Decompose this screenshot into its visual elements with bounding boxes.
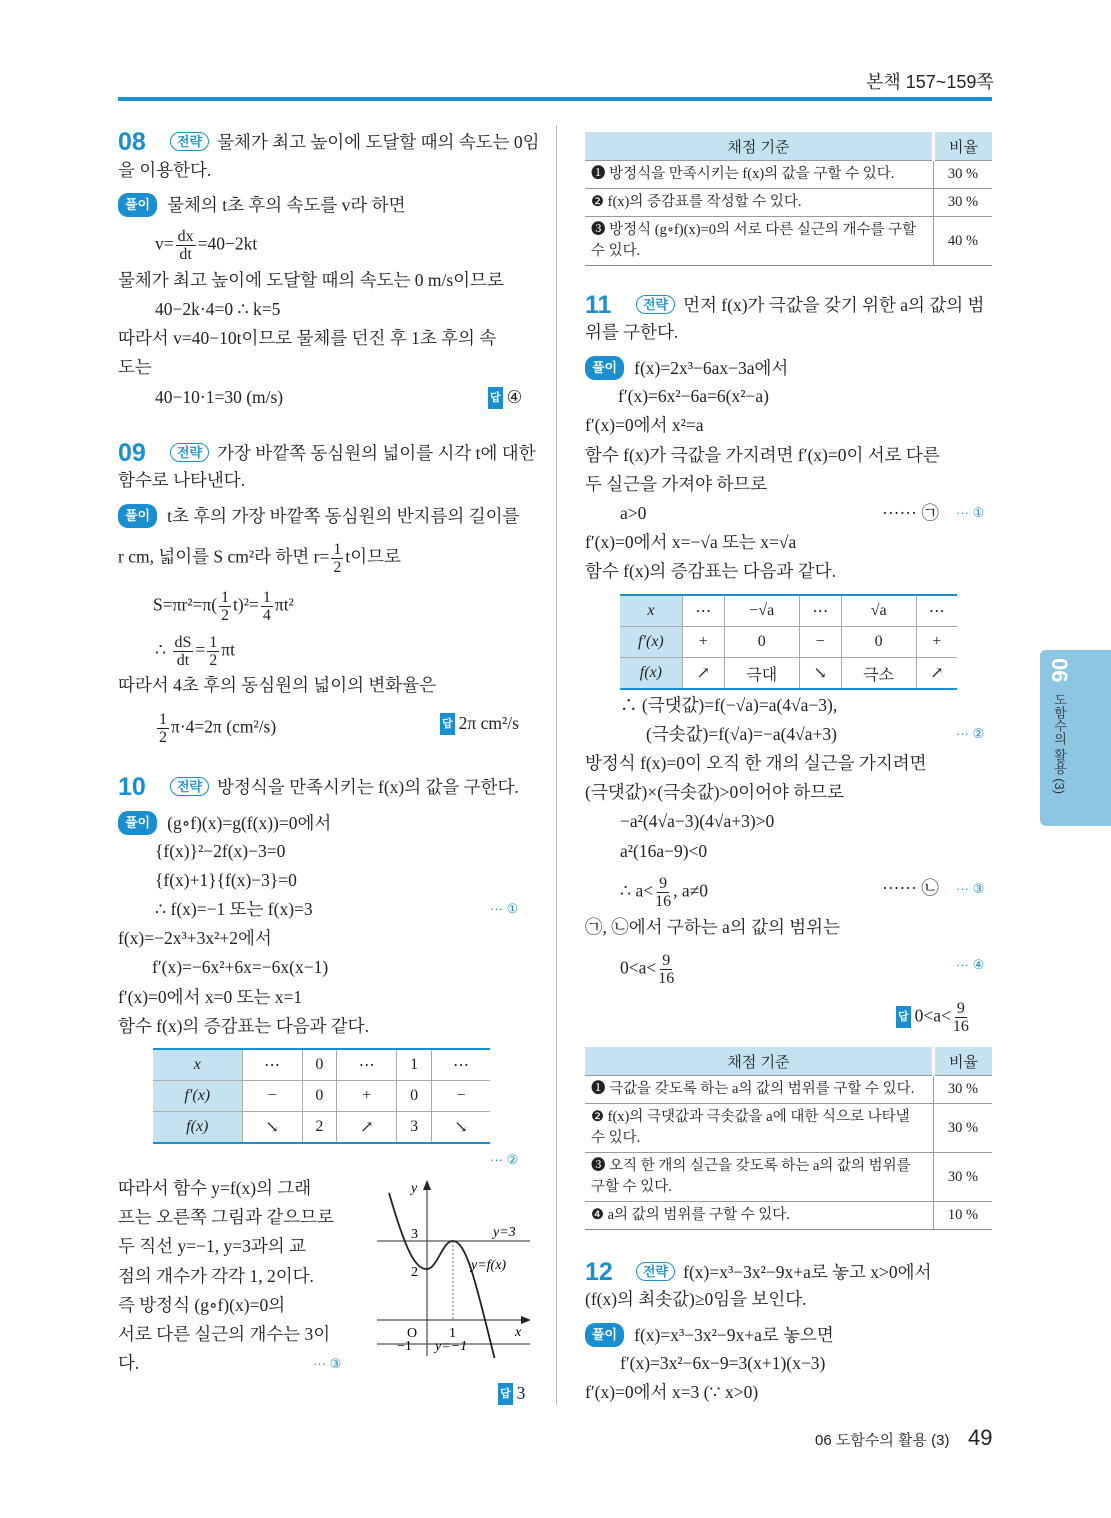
table-cell: 극대 bbox=[724, 658, 799, 690]
strategy-badge: 전략 bbox=[636, 1262, 675, 1281]
equation: {f(x)+1}{f(x)−3}=0 bbox=[155, 870, 297, 890]
equation: −a²(4√a−3)(4√a+3)>0 bbox=[620, 811, 775, 831]
text-line: 도는 bbox=[118, 357, 152, 377]
x-axis-arrow bbox=[521, 1316, 531, 1324]
fraction bbox=[658, 952, 674, 987]
line-label-ym1: y=−1 bbox=[435, 1339, 468, 1354]
denominator: 2 bbox=[333, 559, 342, 576]
equation bbox=[153, 589, 294, 624]
strategy-line bbox=[170, 776, 519, 798]
table-cell: 0 bbox=[302, 1081, 337, 1112]
table-cell: 0 bbox=[724, 627, 799, 658]
text-line: 서로 다른 실근의 개수는 3이 bbox=[118, 1324, 331, 1344]
strategy-text: 을 이용한다. bbox=[118, 160, 212, 180]
condition-label-2: ······ ㉡ bbox=[882, 878, 939, 898]
function-graph bbox=[375, 1178, 535, 1358]
row-header: x bbox=[153, 1049, 242, 1081]
solution-badge: 풀이 bbox=[585, 1323, 624, 1347]
eq-part: ∴ a< bbox=[620, 880, 654, 901]
denominator: 16 bbox=[658, 970, 675, 987]
table-row bbox=[153, 1081, 490, 1112]
fraction bbox=[173, 634, 194, 669]
strategy-badge: 전략 bbox=[170, 132, 209, 151]
table-cell: ↘ bbox=[799, 658, 841, 690]
fraction bbox=[219, 589, 231, 624]
criteria-header: 채점 기준 bbox=[585, 132, 934, 161]
ratio-cell: 30 % bbox=[934, 1153, 993, 1202]
row-header: f′(x) bbox=[620, 627, 682, 658]
criteria-cell: ❷ f(x)의 극댓값과 극솟값을 a에 대한 식으로 나타낼 수 있다. bbox=[585, 1104, 934, 1153]
answer bbox=[498, 1382, 525, 1405]
answer bbox=[440, 712, 519, 735]
solution-line bbox=[585, 1323, 834, 1347]
tick-label-3: 3 bbox=[411, 1227, 418, 1242]
problem-number: 11 bbox=[585, 291, 612, 319]
strategy-line bbox=[170, 442, 536, 464]
solution-badge: 풀이 bbox=[118, 193, 157, 217]
table-cell: √a bbox=[841, 595, 916, 627]
text-line: 점의 개수가 각각 1, 2이다. bbox=[118, 1265, 314, 1286]
numerator: 9 bbox=[662, 952, 671, 969]
problem-number: 09 bbox=[118, 439, 146, 467]
table-cell: − bbox=[242, 1081, 302, 1112]
fraction bbox=[176, 228, 196, 263]
score-marker-3: ··· ③ bbox=[956, 881, 985, 896]
denominator: 16 bbox=[655, 893, 672, 910]
equation: f′(x)=0에서 x=−√a 또는 x=√a bbox=[585, 532, 797, 552]
x-axis-label: x bbox=[515, 1325, 522, 1340]
table-cell: ↘ bbox=[242, 1112, 302, 1144]
score-marker-3: ··· ③ bbox=[313, 1356, 342, 1371]
denominator: 4 bbox=[262, 607, 271, 624]
row-header: x bbox=[620, 595, 682, 627]
chapter-side-tab[interactable] bbox=[1040, 650, 1111, 826]
table-row bbox=[620, 627, 957, 658]
score-marker-4: ··· ④ bbox=[956, 957, 985, 972]
solution-text: f(x)=2x³−6ax−3a에서 bbox=[634, 358, 789, 378]
answer-badge: 답 bbox=[488, 387, 503, 409]
strategy-badge: 전략 bbox=[636, 295, 675, 314]
text-line: 두 실근을 가져야 하므로 bbox=[585, 474, 768, 494]
equation bbox=[620, 952, 676, 987]
row-header: f(x) bbox=[620, 658, 682, 690]
table-cell: 0 bbox=[302, 1049, 337, 1081]
equation: f(x)=−2x³+3x²+2에서 bbox=[118, 928, 272, 948]
eq-part: π·4=2π (cm²/s) bbox=[171, 716, 277, 737]
text-line: 따라서 4초 후의 동심원의 넓이의 변화율은 bbox=[118, 675, 437, 695]
text-line bbox=[118, 541, 401, 576]
text-line: 두 직선 y=−1, y=3과의 교 bbox=[118, 1236, 306, 1257]
ratio-cell: 30 % bbox=[934, 189, 993, 217]
fraction bbox=[207, 634, 219, 669]
row-header: f(x) bbox=[153, 1112, 242, 1144]
answer-badge: 답 bbox=[440, 713, 455, 735]
ratio-header: 비율 bbox=[934, 132, 993, 161]
equation bbox=[620, 875, 708, 910]
criteria-cell: ❸ 오직 한 개의 실근을 갖도록 하는 a의 값의 범위를 구할 수 있다. bbox=[585, 1153, 934, 1202]
numerator: dx bbox=[177, 228, 194, 245]
criteria-cell: ❸ 방정식 (g∘f)(x)=0의 서로 다른 실근의 개수를 구할 수 있다. bbox=[585, 217, 934, 266]
condition-label-1: ······ ㉠ bbox=[882, 503, 939, 523]
solution-badge: 풀이 bbox=[118, 811, 157, 835]
header-row bbox=[585, 1047, 992, 1076]
answer-value: 3 bbox=[516, 1383, 526, 1403]
eq-part: πt bbox=[221, 639, 235, 660]
ratio-cell: 40 % bbox=[934, 217, 993, 266]
equation: (극솟값)=f(√a)=−a(4√a+3) bbox=[646, 724, 837, 744]
ratio-cell: 30 % bbox=[934, 161, 993, 189]
table-row bbox=[620, 595, 957, 627]
answer-value: 2π cm²/s bbox=[458, 713, 519, 733]
table-cell: 0 bbox=[397, 1081, 432, 1112]
ratio-cell: 30 % bbox=[934, 1104, 993, 1153]
text-line: 따라서 v=40−10t이므로 물체를 던진 후 1초 후의 속 bbox=[118, 328, 497, 348]
solution-text: (g∘f)(x)=g(f(x))=0에서 bbox=[167, 813, 332, 833]
problem-number: 10 bbox=[118, 773, 146, 801]
eq-part: v= bbox=[155, 233, 174, 254]
header-rule bbox=[118, 97, 992, 101]
chapter-title: 도함수의 활용 (3) bbox=[1052, 692, 1067, 795]
text-line: 따라서 함수 y=f(x)의 그래 bbox=[118, 1178, 312, 1198]
fraction bbox=[953, 1000, 969, 1035]
table-row bbox=[585, 1076, 992, 1104]
answer bbox=[896, 1000, 971, 1035]
table-cell: ⋯ bbox=[799, 595, 841, 627]
table-cell: ⋯ bbox=[432, 1049, 490, 1081]
equation: f′(x)=0에서 x=0 또는 x=1 bbox=[118, 987, 303, 1007]
row-header: f′(x) bbox=[153, 1081, 242, 1112]
equation: a>0 bbox=[620, 503, 647, 523]
denominator: 2 bbox=[209, 652, 218, 669]
denominator: 16 bbox=[952, 1018, 969, 1035]
scoring-table-11 bbox=[585, 1047, 992, 1230]
equation: a²(16a−9)<0 bbox=[620, 841, 708, 861]
tick-label-2: 2 bbox=[411, 1265, 418, 1280]
fraction bbox=[157, 711, 169, 746]
numerator: 9 bbox=[956, 1000, 965, 1017]
text-line: 물체가 최고 높이에 도달할 때의 속도는 0 m/s이므로 bbox=[118, 270, 504, 290]
y-axis-arrow bbox=[423, 1180, 431, 1190]
fraction bbox=[655, 875, 671, 910]
table-cell: 0 bbox=[841, 627, 916, 658]
criteria-cell: ❶ 방정식을 만족시키는 f(x)의 값을 구할 수 있다. bbox=[585, 161, 934, 189]
denominator: dt bbox=[176, 652, 190, 669]
score-marker-2: ··· ② bbox=[490, 1152, 519, 1167]
equation: f′(x)=6x²−6a=6(x²−a) bbox=[618, 386, 769, 406]
page-reference: 본책 157~159쪽 bbox=[866, 72, 994, 92]
page-number: 49 bbox=[968, 1425, 993, 1450]
solution-text: f(x)=x³−3x²−9x+a로 놓으면 bbox=[634, 1325, 834, 1345]
equation bbox=[155, 228, 257, 263]
table-row bbox=[585, 1153, 992, 1202]
text-line: 함수 f(x)의 증감표는 다음과 같다. bbox=[585, 561, 836, 581]
table-row bbox=[153, 1112, 490, 1144]
denominator: dt bbox=[179, 246, 192, 263]
table-cell: ⋯ bbox=[682, 595, 724, 627]
criteria-cell: ❹ a의 값의 범위를 구할 수 있다. bbox=[585, 1202, 934, 1230]
table-row bbox=[585, 189, 992, 217]
equation bbox=[155, 634, 235, 669]
eq-part: πt² bbox=[274, 594, 294, 615]
chapter-number: 06 bbox=[1047, 658, 1072, 683]
footer-chapter: 06 도함수의 활용 (3) bbox=[815, 1432, 950, 1449]
equation: ∴ f(x)=−1 또는 f(x)=3 bbox=[155, 899, 313, 919]
equation: f′(x)=0에서 x=3 (∵ x>0) bbox=[585, 1382, 759, 1402]
ratio-cell: 30 % bbox=[934, 1076, 993, 1104]
text-line: 즉 방정식 (g∘f)(x)=0의 bbox=[118, 1294, 286, 1315]
strategy-badge: 전략 bbox=[170, 443, 209, 462]
column-divider bbox=[556, 125, 557, 1405]
ratio-cell: 10 % bbox=[934, 1202, 993, 1230]
numerator: 1 bbox=[262, 589, 271, 606]
eq-part: 0<a< bbox=[620, 957, 657, 978]
criteria-cell: ❶ 극값을 갖도록 하는 a의 값의 범위를 구할 수 있다. bbox=[585, 1076, 934, 1104]
tick-label-1: 1 bbox=[449, 1326, 456, 1341]
ratio-header: 비율 bbox=[934, 1047, 993, 1076]
increase-decrease-table bbox=[153, 1048, 490, 1144]
answer bbox=[488, 386, 522, 409]
strategy-line bbox=[170, 131, 540, 153]
text-line: 함수 f(x)의 증감표는 다음과 같다. bbox=[118, 1016, 369, 1036]
equation: 40−2k·4=0 ∴ k=5 bbox=[155, 299, 281, 319]
solution-line bbox=[118, 504, 519, 528]
text-line: 프는 오른쪽 그림과 같으므로 bbox=[118, 1207, 334, 1228]
table-cell: ↗ bbox=[916, 658, 957, 690]
numerator: 1 bbox=[333, 541, 342, 558]
table-cell: + bbox=[337, 1081, 397, 1112]
table-row bbox=[585, 161, 992, 189]
score-marker-2: ··· ② bbox=[956, 726, 985, 741]
table-cell: 1 bbox=[397, 1049, 432, 1081]
text: t이므로 bbox=[345, 546, 401, 567]
table-cell: + bbox=[682, 627, 724, 658]
equation: f′(x)=0에서 x²=a bbox=[585, 415, 704, 435]
equation: 40−10·1=30 (m/s) bbox=[155, 387, 284, 407]
strategy-text: 방정식을 만족시키는 f(x)의 값을 구한다. bbox=[217, 777, 519, 797]
table-cell: 극소 bbox=[841, 658, 916, 690]
numerator: 9 bbox=[659, 875, 668, 892]
strategy-text: 먼저 f(x)가 극값을 갖기 위한 a의 값의 범 bbox=[683, 295, 985, 315]
solution-line bbox=[118, 193, 405, 217]
header-row bbox=[585, 132, 992, 161]
text: r cm, 넓이를 S cm²라 하면 r= bbox=[118, 546, 330, 567]
strategy-text: (f(x)의 최솟값)≥0임을 보인다. bbox=[585, 1289, 807, 1309]
fraction bbox=[331, 541, 343, 576]
scoring-table-10 bbox=[585, 132, 992, 266]
equation bbox=[155, 711, 276, 746]
strategy-text: 물체가 최고 높이에 도달할 때의 속도는 0임 bbox=[217, 132, 540, 152]
curve-label: y=f(x) bbox=[471, 1258, 507, 1273]
strategy-text: 함수로 나타낸다. bbox=[118, 470, 246, 490]
text-line: (극댓값)×(극솟값)>0이어야 하므로 bbox=[585, 782, 845, 802]
tick-label-minus1: −1 bbox=[397, 1339, 412, 1354]
equation: f′(x)=−6x²+6x=−6x(x−1) bbox=[152, 957, 329, 977]
table-cell: ⋯ bbox=[916, 595, 957, 627]
solution-text: 물체의 t초 후의 속도를 v라 하면 bbox=[167, 195, 406, 215]
solution-text: t초 후의 가장 바깥쪽 동심원의 반지름의 길이를 bbox=[167, 506, 520, 526]
strategy-text: 가장 바깥쪽 동심원의 넓이를 시각 t에 대한 bbox=[217, 443, 536, 463]
eq-part: ∴ bbox=[155, 639, 171, 660]
text-line: 방정식 f(x)=0이 오직 한 개의 실근을 가지려면 bbox=[585, 753, 927, 773]
numerator: 1 bbox=[221, 589, 230, 606]
table-row bbox=[585, 217, 992, 266]
solution-badge: 풀이 bbox=[118, 504, 157, 528]
problem-number: 08 bbox=[118, 128, 146, 156]
origin-label: O bbox=[407, 1326, 418, 1341]
table-cell: + bbox=[916, 627, 957, 658]
eq-part: t)²= bbox=[233, 594, 259, 615]
table-row bbox=[620, 658, 957, 690]
eq-part: =40−2kt bbox=[197, 233, 258, 254]
table-cell: ↗ bbox=[682, 658, 724, 690]
numerator: dS bbox=[174, 634, 192, 651]
numerator: 1 bbox=[209, 634, 218, 651]
table-cell: − bbox=[799, 627, 841, 658]
denominator: 2 bbox=[221, 607, 230, 624]
strategy-badge: 전략 bbox=[170, 777, 209, 796]
line-label-y3: y=3 bbox=[493, 1225, 516, 1240]
answer-badge: 답 bbox=[896, 1006, 911, 1028]
strategy-text: f(x)=x³−3x²−9x+a로 놓고 x>0에서 bbox=[683, 1262, 932, 1282]
eq-part: , a≠0 bbox=[673, 880, 709, 901]
table-row bbox=[585, 1104, 992, 1153]
strategy-text: 위를 구한다. bbox=[585, 322, 679, 342]
strategy-line bbox=[636, 1261, 932, 1283]
table-cell: ↘ bbox=[432, 1112, 490, 1144]
criteria-header: 채점 기준 bbox=[585, 1047, 934, 1076]
strategy-line bbox=[636, 294, 984, 316]
solution-line bbox=[585, 356, 788, 380]
eq-part: = bbox=[195, 639, 206, 660]
text-line: 다. bbox=[118, 1353, 140, 1374]
table-cell: ⋯ bbox=[337, 1049, 397, 1081]
text-line: 함수 f(x)가 극값을 가지려면 f′(x)=0이 서로 다른 bbox=[585, 445, 940, 465]
equation: ∴ (극댓값)=f(−√a)=a(4√a−3), bbox=[620, 695, 838, 715]
answer-value: ④ bbox=[506, 387, 523, 407]
problem-number: 12 bbox=[585, 1258, 613, 1286]
increase-decrease-table bbox=[620, 594, 957, 690]
solution-badge: 풀이 bbox=[585, 356, 624, 380]
table-cell: 2 bbox=[302, 1112, 337, 1144]
denominator: 2 bbox=[159, 729, 167, 746]
answer-badge: 답 bbox=[498, 1383, 513, 1405]
score-marker-1: ··· ① bbox=[956, 505, 985, 520]
score-marker-1: ··· ① bbox=[490, 901, 519, 916]
y-axis-label: y bbox=[411, 1181, 418, 1196]
eq-part: S=πr²=π( bbox=[153, 594, 218, 615]
fraction bbox=[261, 589, 273, 624]
equation: f′(x)=3x²−6x−9=3(x+1)(x−3) bbox=[620, 1353, 826, 1373]
equation: {f(x)}²−2f(x)−3=0 bbox=[155, 841, 286, 861]
numerator: 1 bbox=[159, 711, 167, 728]
table-row bbox=[153, 1049, 490, 1081]
answer-value: 0<a< bbox=[914, 1005, 951, 1026]
table-cell: ⋯ bbox=[242, 1049, 302, 1081]
table-cell: −√a bbox=[724, 595, 799, 627]
table-row bbox=[585, 1202, 992, 1230]
table-cell: − bbox=[432, 1081, 490, 1112]
table-cell: ↗ bbox=[337, 1112, 397, 1144]
solution-line bbox=[118, 811, 331, 835]
criteria-cell: ❷ f(x)의 증감표를 작성할 수 있다. bbox=[585, 189, 934, 217]
curve-f bbox=[389, 1193, 495, 1358]
text-line: ㉠, ㉡에서 구하는 a의 값의 범위는 bbox=[585, 917, 840, 937]
table-cell: 3 bbox=[397, 1112, 432, 1144]
